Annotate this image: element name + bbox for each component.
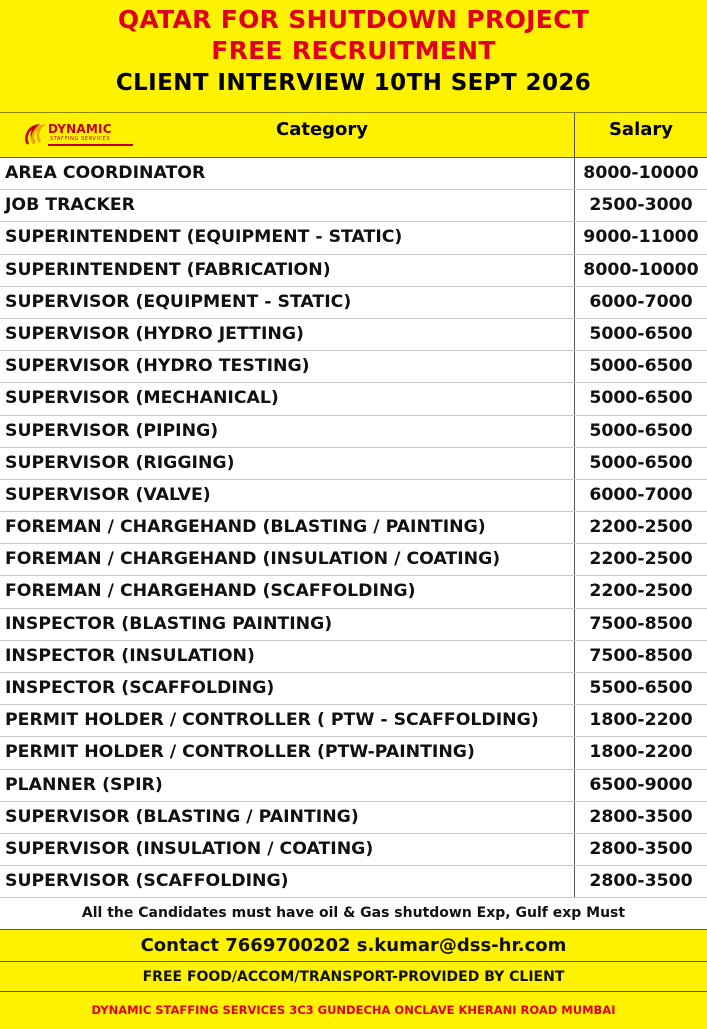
job-category: INSPECTOR (BLASTING PAINTING) <box>0 609 575 640</box>
category-header: Category <box>275 119 369 140</box>
table-row <box>0 834 707 866</box>
job-category: SUPERINTENDENT (FABRICATION) <box>0 255 575 286</box>
headline-title: QATAR FOR SHUTDOWN PROJECT <box>117 5 590 34</box>
category-header-cell <box>0 113 575 157</box>
job-category: FOREMAN / CHARGEHAND (INSULATION / COATING) <box>0 544 575 575</box>
job-salary: 5000-6500 <box>589 420 693 441</box>
job-salary: 5000-6500 <box>589 388 693 409</box>
salary-header: Salary <box>608 119 674 140</box>
job-category: AREA COORDINATOR <box>0 158 575 189</box>
table-row <box>0 609 707 641</box>
table-row <box>0 255 707 287</box>
job-salary: 9000-11000 <box>583 227 699 248</box>
job-category: SUPERVISOR (EQUIPMENT - STATIC) <box>0 287 575 318</box>
job-category: SUPERVISOR (VALVE) <box>0 480 575 511</box>
job-salary: 1800-2200 <box>589 742 693 763</box>
job-salary: 8000-10000 <box>583 259 699 280</box>
requirement-note: All the Candidates must have oil & Gas shutdown Exp, Gulf exp Must <box>0 898 707 930</box>
job-salary: 2800-3500 <box>589 806 693 827</box>
job-category: INSPECTOR (SCAFFOLDING) <box>0 673 575 704</box>
flyer-header <box>0 0 707 113</box>
table-row <box>0 737 707 769</box>
table-row <box>0 158 707 190</box>
job-salary: 6500-9000 <box>589 774 693 795</box>
job-salary: 5000-6500 <box>589 356 693 377</box>
job-category: SUPERVISOR (PIPING) <box>0 416 575 447</box>
job-salary: 8000-10000 <box>583 163 699 183</box>
table-row <box>0 866 707 898</box>
table-row <box>0 802 707 834</box>
job-category: SUPERINTENDENT (EQUIPMENT - STATIC) <box>0 222 575 253</box>
table-row <box>0 544 707 576</box>
job-category: FOREMAN / CHARGEHAND (SCAFFOLDING) <box>0 576 575 607</box>
job-salary: 6000-7000 <box>589 291 693 312</box>
table-row <box>0 705 707 737</box>
job-table <box>0 158 707 898</box>
job-category: SUPERVISOR (HYDRO JETTING) <box>0 319 575 350</box>
table-row <box>0 416 707 448</box>
table-row <box>0 287 707 319</box>
logo-name: DYNAMIC <box>48 122 112 136</box>
job-salary: 6000-7000 <box>589 484 693 505</box>
job-salary: 5000-6500 <box>589 452 693 473</box>
job-category: PERMIT HOLDER / CONTROLLER (PTW-PAINTING) <box>0 737 575 768</box>
job-category: SUPERVISOR (INSULATION / COATING) <box>0 834 575 865</box>
job-salary: 2200-2500 <box>589 581 693 602</box>
job-salary: 7500-8500 <box>589 645 693 666</box>
company-address: DYNAMIC STAFFING SERVICES 3C3 GUNDECHA ONCLAVE KHERANI ROAD MUMBAI <box>0 992 707 1029</box>
job-salary: 2500-3000 <box>589 195 693 216</box>
table-row <box>0 512 707 544</box>
table-row <box>0 383 707 415</box>
job-salary: 2800-3500 <box>589 838 693 859</box>
job-category: INSPECTOR (INSULATION) <box>0 641 575 672</box>
job-category: SUPERVISOR (HYDRO TESTING) <box>0 351 575 382</box>
table-row <box>0 351 707 383</box>
job-salary: 5500-6500 <box>589 678 693 698</box>
table-row <box>0 480 707 512</box>
table-row <box>0 448 707 480</box>
job-category: JOB TRACKER <box>0 190 575 221</box>
table-row <box>0 673 707 705</box>
job-salary: 2800-3500 <box>589 871 693 892</box>
job-salary: 5000-6500 <box>589 323 693 344</box>
table-row <box>0 770 707 802</box>
job-salary: 7500-8500 <box>589 613 693 634</box>
job-category: PERMIT HOLDER / CONTROLLER ( PTW - SCAFFOLDING) <box>0 705 575 736</box>
benefits-line: FREE FOOD/ACCOM/TRANSPORT-PROVIDED BY CLIENT <box>0 962 707 992</box>
job-salary: 2200-2500 <box>589 549 693 570</box>
job-category: FOREMAN / CHARGEHAND (BLASTING / PAINTING) <box>0 512 575 543</box>
job-category: SUPERVISOR (SCAFFOLDING) <box>0 866 575 897</box>
interview-date: CLIENT INTERVIEW 10TH SEPT 2026 <box>115 70 592 96</box>
table-header <box>0 113 707 158</box>
job-category: SUPERVISOR (RIGGING) <box>0 448 575 479</box>
table-row <box>0 190 707 222</box>
table-row <box>0 222 707 254</box>
job-salary: 1800-2200 <box>589 710 693 731</box>
table-row <box>0 641 707 673</box>
table-row <box>0 319 707 351</box>
job-salary: 2200-2500 <box>589 517 693 538</box>
job-category: SUPERVISOR (MECHANICAL) <box>0 383 575 414</box>
headline-subtitle: FREE RECRUITMENT <box>211 36 496 65</box>
job-category: PLANNER (SPIR) <box>0 770 575 801</box>
table-row <box>0 576 707 608</box>
logo-tagline: STAFFING SERVICES <box>50 136 111 142</box>
job-category: SUPERVISOR (BLASTING / PAINTING) <box>0 802 575 833</box>
contact-line: Contact 7669700202 s.kumar@dss-hr.com <box>0 930 707 962</box>
